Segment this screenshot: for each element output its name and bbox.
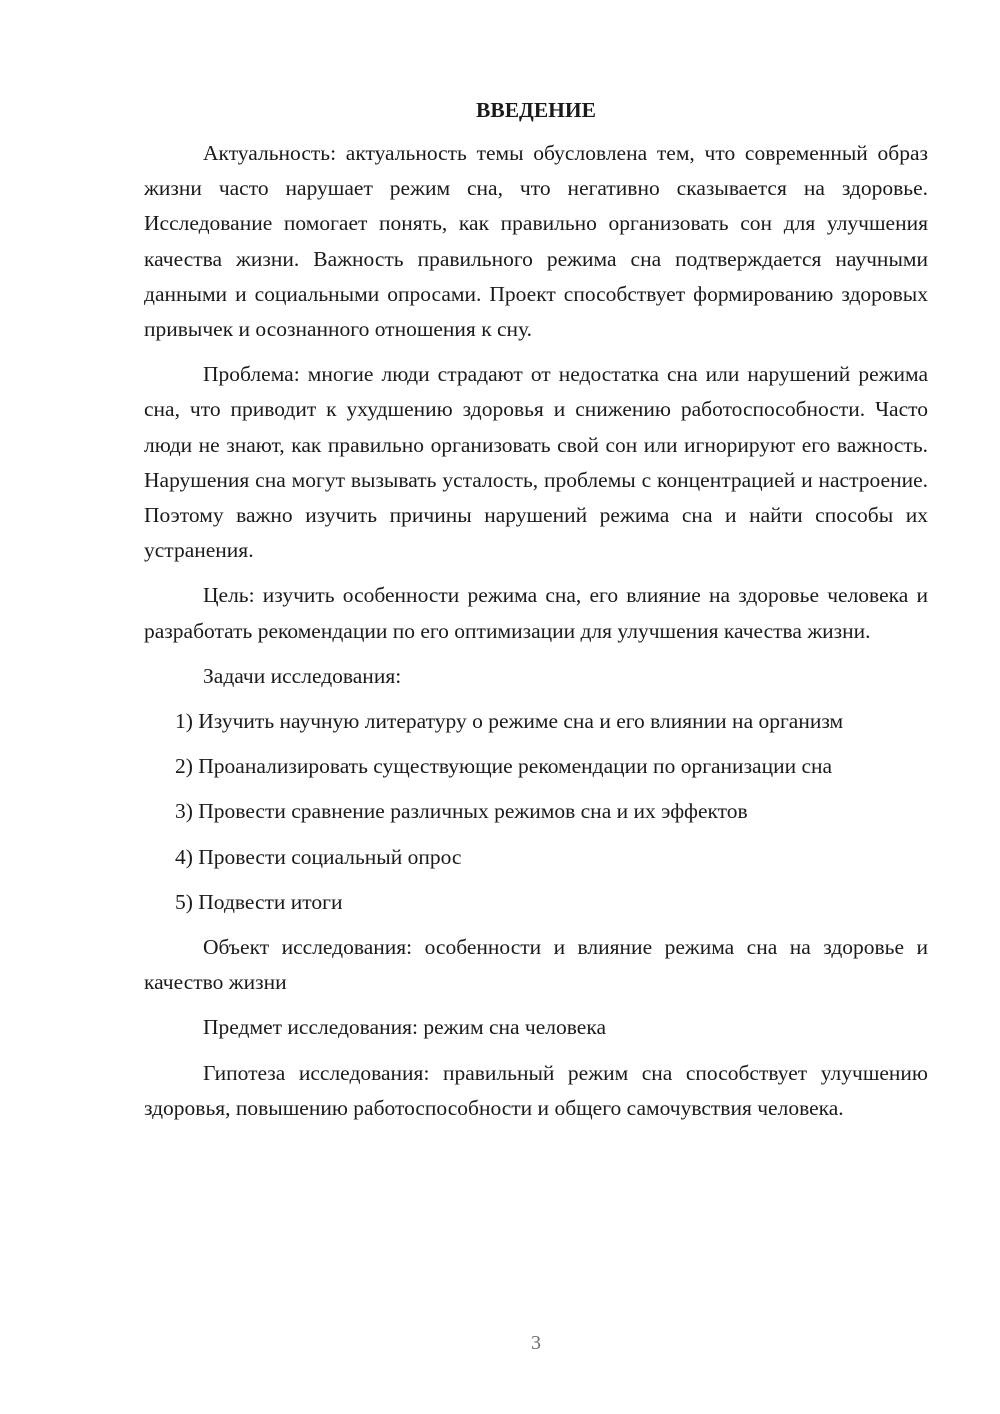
document-page bbox=[144, 92, 928, 1136]
tasks-title: Задачи исследования: bbox=[203, 663, 402, 688]
task-item-5: 5) Подвести итоги bbox=[175, 889, 343, 914]
task-item-3: 3) Провести сравнение различных режимов сна и их эффектов bbox=[175, 799, 748, 824]
task-item-2: 2) Проанализировать существующие рекомендации по организации сна bbox=[175, 754, 833, 779]
problem-paragraph: Проблема: многие люди страдают от недостатка сна или нарушений режима сна, что приводит к ухудшению здоровья и снижению работоспособности. Часто люди не знают, как правильно организовать свой сон или игнорируют его важность. Нарушения сна могут вызывать усталость, проблемы с концентрацией и настроение. Поэтому важно изучить причины нарушений режима сна и найти способы их устранения. bbox=[144, 362, 928, 563]
goal-paragraph: Цель: изучить особенности режима сна, его влияние на здоровье человека и разработать рекомендации по его оптимизации для улучшения качества жизни. bbox=[144, 583, 928, 643]
page-number: 3 bbox=[531, 1332, 541, 1354]
task-item-4: 4) Провести социальный опрос bbox=[175, 844, 462, 869]
object-paragraph: Объект исследования: особенности и влияние режима сна на здоровье и качество жизни bbox=[144, 935, 928, 995]
subject-paragraph: Предмет исследования: режим сна человека bbox=[203, 1015, 606, 1040]
page-title: ВВЕДЕНИЕ bbox=[476, 98, 596, 122]
relevance-paragraph: Актуальность: актуальность темы обусловлена тем, что современный образ жизни часто нарушает режим сна, что негативно сказывается на здоровье. Исследование помогает понять, как правильно организовать сон для улучшения качества жизни. Важность правильного режима сна подтверждается научными данными и социальными опросами. Проект способствует формированию здоровых привычек и осознанного отношения к сну. bbox=[144, 141, 928, 342]
task-item-1: 1) Изучить научную литературу о режиме сна и его влиянии на организм bbox=[175, 709, 844, 734]
hypothesis-paragraph: Гипотеза исследования: правильный режим сна способствует улучшению здоровья, повышению работоспособности и общего самочувствия человека. bbox=[144, 1060, 928, 1120]
